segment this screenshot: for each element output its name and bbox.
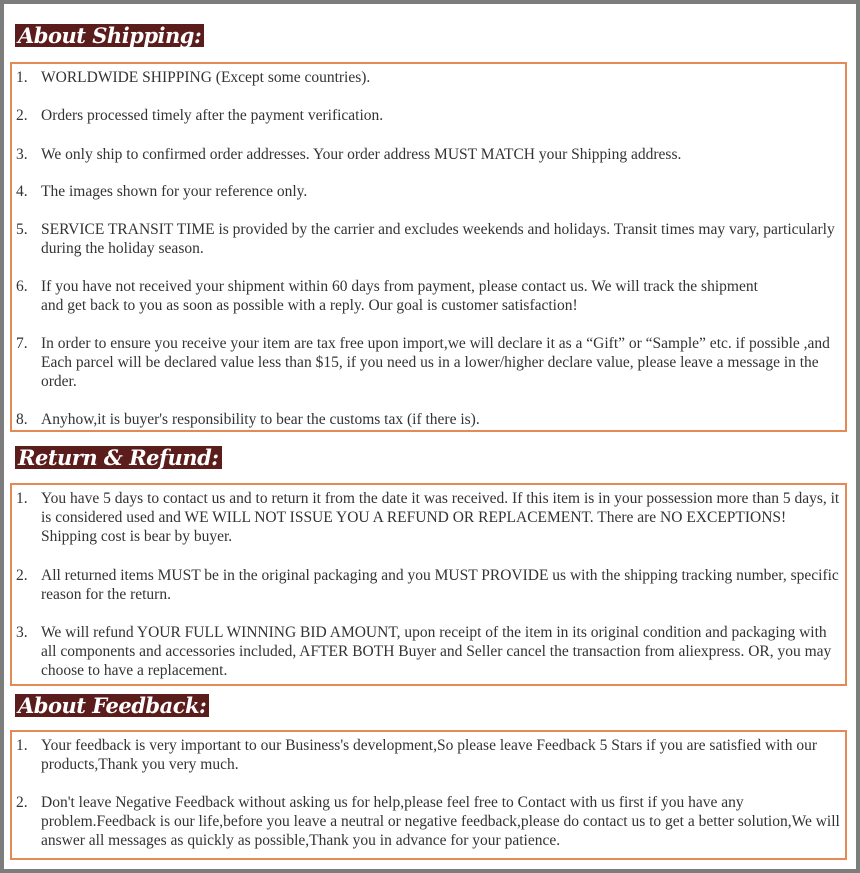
item-text: Anyhow,it is buyer's responsibility to bear the customs tax (if there is).	[41, 411, 480, 428]
item-text: WORLDWIDE SHIPPING (Except some countries).	[41, 69, 371, 86]
item-number: 7.	[16, 335, 28, 352]
item-number: 2.	[16, 794, 28, 811]
item-text: We will refund YOUR FULL WINNING BID AMOUNT, upon receipt of the item in its original condition and packaging with all components and accessories included, AFTER BOTH Buyer and Seller cancel the transaction from aliexpress. OR, you may choose to have a replacement.	[41, 624, 832, 679]
item-text: Your feedback is very important to our Business's development,So please leave Feedback 5 Stars if you are satisfied with our products,Thank you very much.	[41, 737, 818, 773]
refund-heading: Return & Refund:	[15, 446, 222, 469]
item-number: 1.	[16, 490, 28, 507]
shipping-heading: About Shipping:	[15, 24, 204, 47]
item-number: 2.	[16, 107, 28, 124]
item-text: You have 5 days to contact us and to return it from the date it was received. If this item is in your possession more than 5 days, it is considered used and WE WILL NOT ISSUE YOU A REFUND OR REPLACEMENT. There are NO EXCEPTIONS! Shipping cost is bear by buyer.	[41, 490, 840, 545]
item-text: The images shown for your reference only.	[41, 183, 308, 200]
item-number: 2.	[16, 567, 28, 584]
item-number: 3.	[16, 146, 28, 163]
feedback-heading: About Feedback:	[15, 694, 209, 717]
item-text: Don't leave Negative Feedback without asking us for help,please feel free to Contact with us first if you have any problem.Feedback is our life,before you leave a neutral or negative feedback,please do contact us to get a better solution,We will answer all messages as quickly as possible,Thank you in advance for your patience.	[41, 794, 840, 849]
item-number: 1.	[16, 69, 28, 86]
item-number: 5.	[16, 221, 28, 238]
item-text: In order to ensure you receive your item are tax free upon import,we will declare it as a “Gift” or “Sample” etc. if possible ,and Each parcel will be declared value less than $15, if you need us in a lower/higher declare value, please leave a message in the order.	[41, 335, 830, 390]
item-text: All returned items MUST be in the original packaging and you MUST PROVIDE us with the shipping tracking number, specific reason for the return.	[41, 567, 839, 603]
item-number: 4.	[16, 183, 28, 200]
item-number: 3.	[16, 624, 28, 641]
item-text: SERVICE TRANSIT TIME is provided by the carrier and excludes weekends and holidays. Transit times may vary, particularly during the holiday season.	[41, 221, 835, 257]
item-number: 1.	[16, 737, 28, 754]
feedback-list	[10, 730, 847, 860]
item-number: 8.	[16, 411, 28, 428]
item-number: 6.	[16, 278, 28, 295]
shipping-list	[10, 62, 847, 432]
item-text: We only ship to confirmed order addresses. Your order address MUST MATCH your Shipping address.	[41, 146, 682, 163]
item-text: Orders processed timely after the payment verification.	[41, 107, 384, 124]
item-text: If you have not received your shipment within 60 days from payment, please contact us. We will track the shipment and get back to you as soon as possible with a reply. Our goal is customer satisfaction!	[41, 278, 758, 314]
refund-list	[10, 483, 847, 686]
